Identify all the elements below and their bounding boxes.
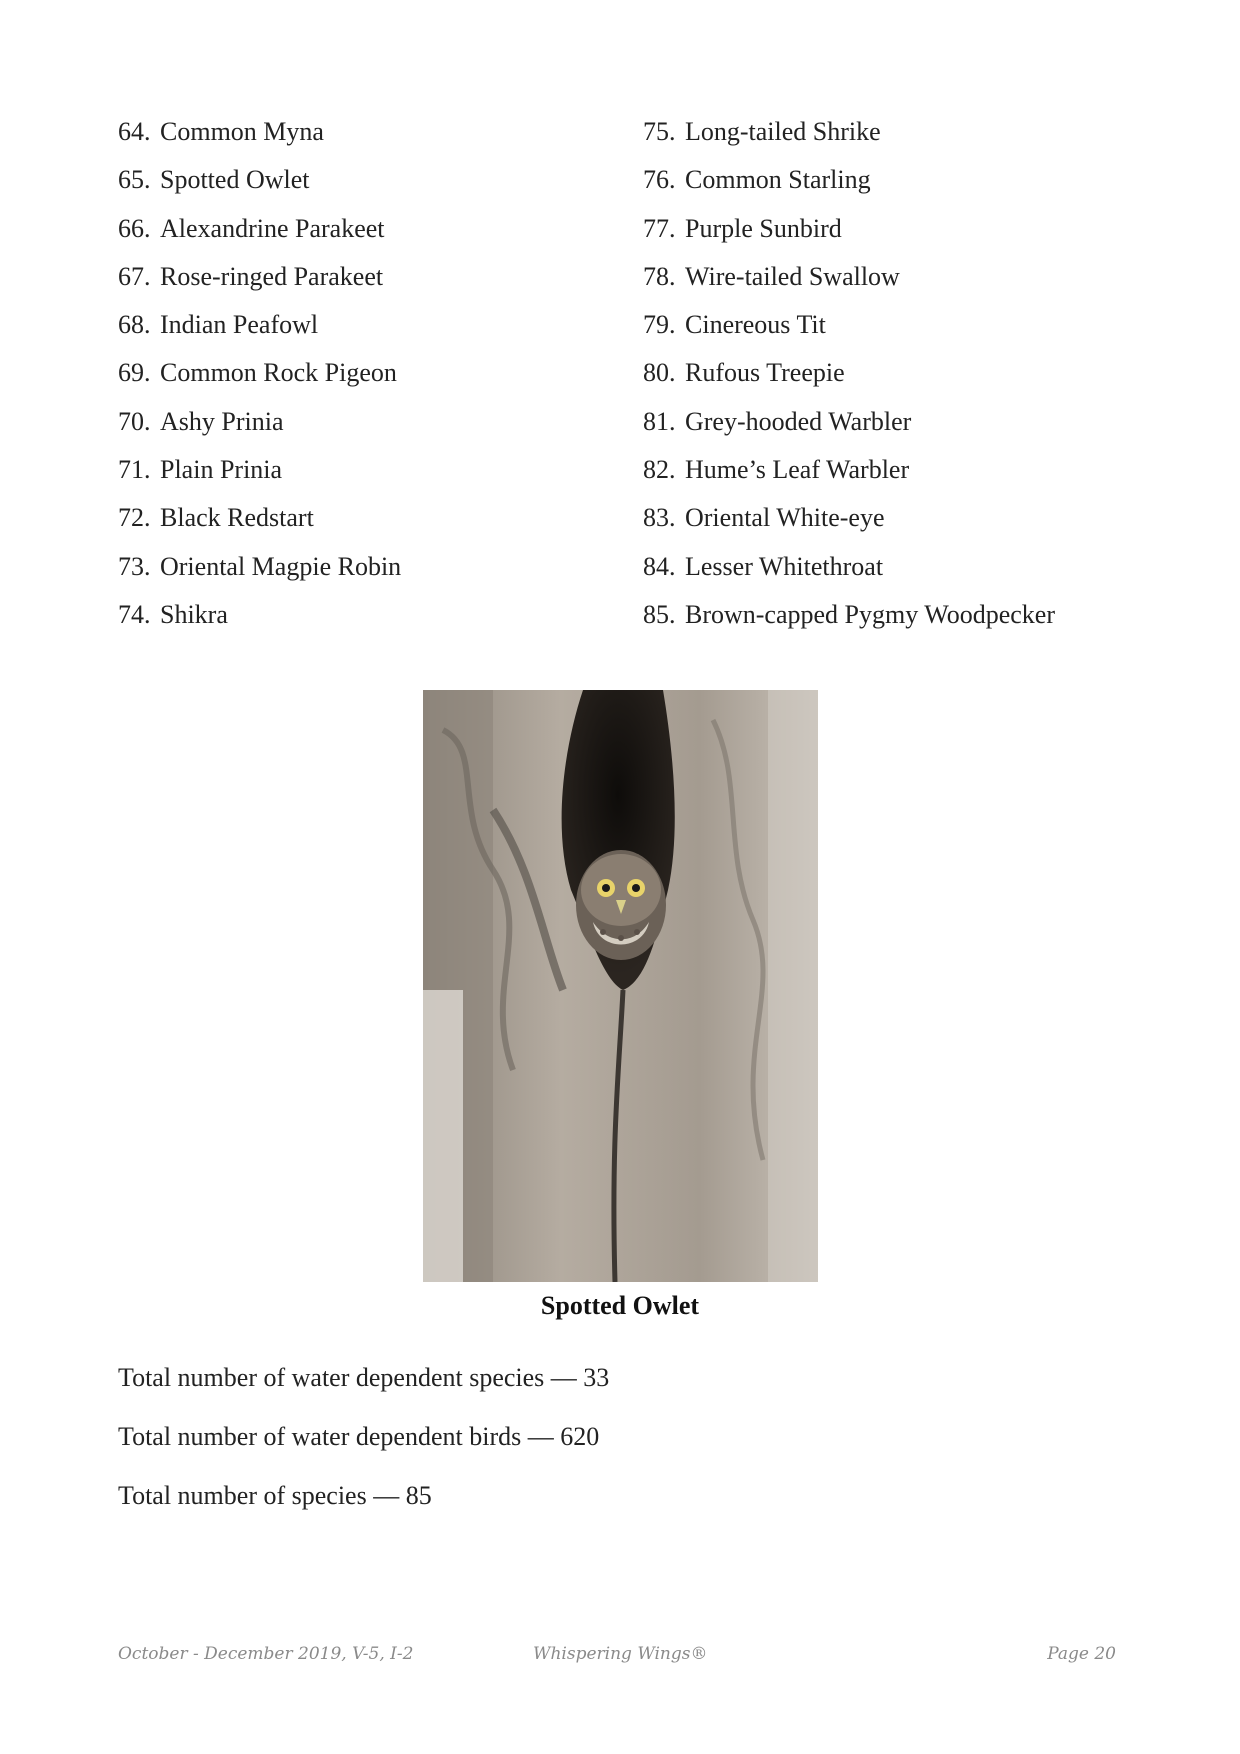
item-name: Grey-hooded Warbler	[685, 406, 912, 436]
item-number: 82.	[643, 455, 676, 485]
item-name: Alexandrine Parakeet	[160, 213, 385, 243]
total-species: Total number of species — 85	[118, 1481, 432, 1510]
list-item	[643, 118, 1203, 166]
item-name: Shikra	[160, 599, 228, 629]
spotted-owlet-photo	[423, 690, 818, 1282]
item-number: 65.	[118, 165, 151, 195]
list-item	[118, 118, 618, 166]
total-water-birds: Total number of water dependent birds — 620	[118, 1422, 600, 1451]
item-name: Purple Sunbird	[685, 213, 842, 243]
footer-issue: October - December 2019, V-5, I-2	[118, 1644, 414, 1664]
item-name: Long-tailed Shrike	[685, 117, 881, 146]
list-item	[118, 456, 618, 504]
item-name: Lesser Whitethroat	[685, 551, 884, 581]
item-number: 76.	[643, 165, 676, 195]
item-name: Wire-tailed Swallow	[685, 261, 900, 291]
item-name: Rose-ringed Parakeet	[160, 261, 384, 291]
item-number: 69.	[118, 358, 151, 388]
list-item	[643, 263, 1203, 311]
item-number: 74.	[118, 599, 151, 629]
item-number: 71.	[118, 455, 151, 485]
item-name: Ashy Prinia	[160, 406, 284, 436]
item-name: Oriental White-eye	[685, 503, 885, 533]
item-number: 83.	[643, 503, 676, 533]
item-name: Brown-capped Pygmy Woodpecker	[685, 599, 1056, 629]
item-number: 79.	[643, 310, 676, 340]
list-item	[118, 553, 618, 601]
item-number: 85.	[643, 599, 676, 629]
item-number: 68.	[118, 310, 151, 340]
item-number: 75.	[643, 117, 676, 146]
item-number: 80.	[643, 358, 676, 388]
list-item	[643, 504, 1203, 552]
item-number: 66.	[118, 213, 151, 243]
item-name: Common Myna	[160, 117, 324, 146]
item-number: 70.	[118, 406, 151, 436]
item-number: 73.	[118, 551, 151, 581]
total-water-species: Total number of water dependent species — 33	[118, 1363, 610, 1392]
item-number: 81.	[643, 406, 676, 436]
species-list-right	[643, 118, 1203, 649]
item-name: Spotted Owlet	[160, 165, 310, 195]
photo-caption: Spotted Owlet	[540, 1291, 700, 1320]
item-number: 84.	[643, 551, 676, 581]
list-item	[118, 601, 618, 649]
item-name: Oriental Magpie Robin	[160, 551, 402, 581]
list-item	[118, 359, 618, 407]
item-name: Plain Prinia	[160, 455, 283, 485]
item-name: Cinereous Tit	[685, 310, 826, 340]
item-name: Black Redstart	[160, 503, 314, 533]
list-item	[118, 504, 618, 552]
list-item	[643, 601, 1203, 649]
footer-publication: Whispering Wings®	[533, 1644, 708, 1664]
list-item	[118, 166, 618, 214]
list-item	[118, 311, 618, 359]
footer-page-number: Page 20	[1047, 1644, 1116, 1664]
list-item	[643, 215, 1203, 263]
item-number: 64.	[118, 117, 151, 146]
list-item	[643, 166, 1203, 214]
totals-summary	[118, 1363, 609, 1540]
item-name: Common Rock Pigeon	[160, 358, 397, 388]
list-item	[118, 408, 618, 456]
list-item	[118, 215, 618, 263]
list-item	[643, 456, 1203, 504]
item-number: 77.	[643, 213, 676, 243]
item-name: Indian Peafowl	[160, 310, 319, 340]
owl-in-tree-hollow-illustration	[423, 690, 818, 1282]
item-number: 72.	[118, 503, 151, 533]
item-number: 78.	[643, 261, 676, 291]
item-name: Common Starling	[685, 165, 871, 195]
list-item	[643, 311, 1203, 359]
item-name: Rufous Treepie	[685, 358, 845, 388]
species-list-left	[118, 118, 618, 649]
item-name: Hume’s Leaf Warbler	[685, 455, 910, 485]
list-item	[118, 263, 618, 311]
item-number: 67.	[118, 261, 151, 291]
list-item	[643, 359, 1203, 407]
list-item	[643, 553, 1203, 601]
list-item	[643, 408, 1203, 456]
